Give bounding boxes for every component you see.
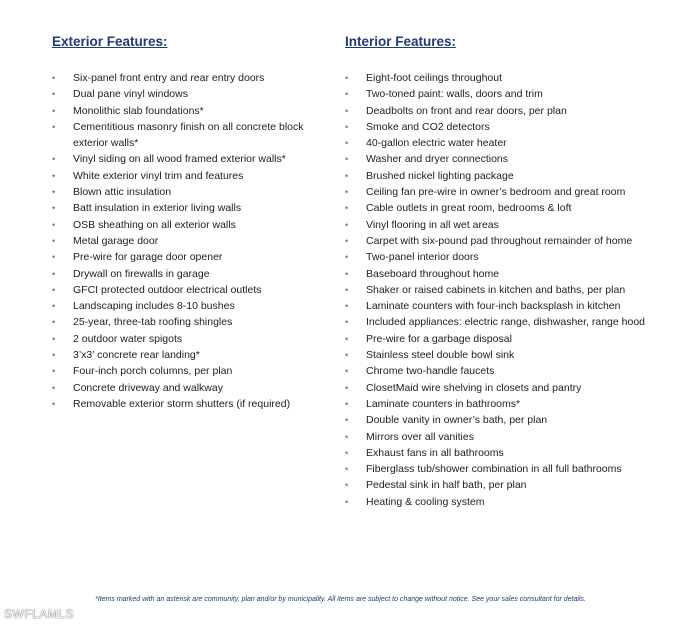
feature-text: Pre-wire for a garbage disposal: [366, 332, 512, 345]
feature-list-item: [345, 347, 645, 363]
bullet-icon: •: [345, 464, 349, 475]
bullet-icon: •: [52, 219, 56, 230]
feature-text: Two-panel interior doors: [366, 251, 479, 264]
feature-list-item: [52, 363, 317, 379]
feature-text: Pedestal sink in half bath, per plan: [366, 479, 527, 492]
feature-list-item: [52, 249, 317, 265]
feature-list-item: [52, 282, 317, 298]
feature-list-item: [52, 168, 317, 184]
bullet-icon: •: [345, 154, 349, 165]
exterior-features-list: [52, 70, 317, 412]
feature-text: Fiberglass tub/shower combination in all full bathrooms: [366, 463, 622, 476]
feature-list-item: [52, 184, 317, 200]
feature-text: Included appliances: electric range, dishwasher, range hood: [366, 316, 646, 329]
feature-text: Heating & cooling system: [366, 495, 485, 508]
feature-list-item: [52, 151, 317, 167]
feature-list-item: [52, 217, 317, 233]
feature-list-item: [345, 103, 645, 119]
feature-text: Removable exterior storm shutters (if required): [73, 397, 291, 410]
feature-text: Metal garage door: [73, 234, 159, 247]
feature-text: Two-toned paint: walls, doors and trim: [366, 88, 543, 101]
exterior-features-column: [52, 32, 317, 412]
feature-text: Stainless steel double bowl sink: [366, 349, 515, 362]
feature-text: 40-gallon electric water heater: [366, 137, 507, 150]
bullet-icon: •: [52, 105, 56, 116]
feature-list-item: [345, 282, 645, 298]
feature-list-item: [52, 200, 317, 216]
feature-text: Pre-wire for garage door opener: [73, 251, 223, 264]
exterior-features-heading: Exterior Features:: [52, 34, 168, 49]
feature-text: Baseboard throughout home: [366, 267, 500, 280]
feature-list-item: [345, 412, 645, 428]
bullet-icon: •: [52, 235, 56, 246]
bullet-icon: •: [345, 350, 349, 361]
feature-text: Laminate counters in bathrooms*: [366, 397, 521, 410]
bullet-icon: •: [52, 333, 56, 344]
feature-list-item: [345, 119, 645, 135]
bullet-icon: •: [345, 333, 349, 344]
feature-list-item: [52, 347, 317, 363]
bullet-icon: •: [345, 366, 349, 377]
bullet-icon: •: [345, 73, 349, 83]
feature-text: OSB sheathing on all exterior walls: [73, 218, 236, 231]
feature-text: Ceiling fan pre-wire in owner’s bedroom and great room: [366, 186, 626, 199]
bullet-icon: •: [345, 447, 349, 458]
bullet-icon: •: [345, 138, 349, 149]
bullet-icon: •: [52, 268, 56, 279]
bullet-icon: •: [345, 105, 349, 116]
feature-list-item: [52, 119, 317, 152]
feature-text: Shaker or raised cabinets in kitchen and baths, per plan: [366, 283, 626, 296]
feature-list-item: [345, 445, 645, 461]
feature-list-item: [52, 266, 317, 282]
feature-text: Cementitious masonry finish on all concrete block exterior walls*: [73, 120, 304, 150]
feature-text: White exterior vinyl trim and features: [73, 169, 244, 182]
bullet-icon: •: [52, 203, 56, 214]
feature-text: Dual pane vinyl windows: [73, 88, 188, 101]
bullet-icon: •: [345, 431, 349, 442]
bullet-icon: •: [345, 284, 349, 295]
feature-list-item: [52, 380, 317, 396]
feature-text: Drywall on firewalls in garage: [73, 267, 210, 280]
feature-list-item: [345, 233, 645, 249]
feature-text: ClosetMaid wire shelving in closets and pantry: [366, 381, 582, 394]
bullet-icon: •: [52, 170, 56, 181]
feature-text: Brushed nickel lighting package: [366, 169, 514, 182]
feature-text: Monolithic slab foundations*: [73, 104, 204, 117]
bullet-icon: •: [345, 121, 349, 132]
bullet-icon: •: [52, 73, 56, 83]
feature-text: Four-inch porch columns, per plan: [73, 365, 233, 378]
feature-list-item: [345, 168, 645, 184]
bullet-icon: •: [345, 203, 349, 214]
feature-text: Chrome two-handle faucets: [366, 365, 495, 378]
bullet-icon: •: [345, 317, 349, 328]
feature-text: 3’x3’ concrete rear landing*: [73, 349, 200, 362]
feature-list-item: [345, 461, 645, 477]
bullet-icon: •: [345, 496, 349, 507]
feature-text: 2 outdoor water spigots: [73, 332, 183, 345]
interior-features-heading: Interior Features:: [345, 34, 457, 49]
bullet-icon: •: [345, 235, 349, 246]
feature-list-item: [52, 86, 317, 102]
feature-list-item: [52, 233, 317, 249]
bullet-icon: •: [52, 89, 56, 100]
feature-list-item: [345, 135, 645, 151]
bullet-icon: •: [52, 301, 56, 312]
feature-list-item: [345, 266, 645, 282]
bullet-icon: •: [52, 284, 56, 295]
bullet-icon: •: [345, 382, 349, 393]
feature-list-item: [345, 86, 645, 102]
feature-list-item: [52, 396, 317, 412]
bullet-icon: •: [345, 301, 349, 312]
feature-text: Deadbolts on front and rear doors, per plan: [366, 104, 567, 117]
feature-text: Mirrors over all vanities: [366, 430, 474, 443]
bullet-icon: •: [345, 398, 349, 409]
bullet-icon: •: [345, 480, 349, 491]
feature-list-item: [52, 103, 317, 119]
feature-list-item: [52, 298, 317, 314]
feature-text: Washer and dryer connections: [366, 153, 509, 166]
feature-list-item: [345, 331, 645, 347]
feature-list-item: [345, 200, 645, 216]
feature-list-item: [345, 380, 645, 396]
feature-text: Vinyl siding on all wood framed exterior walls*: [73, 153, 286, 166]
bullet-icon: •: [52, 187, 56, 198]
feature-list-item: [52, 314, 317, 330]
feature-text: Exhaust fans in all bathrooms: [366, 446, 504, 459]
feature-list-item: [345, 494, 645, 510]
feature-list-item: [345, 396, 645, 412]
bullet-icon: •: [52, 382, 56, 393]
feature-text: Concrete driveway and walkway: [73, 381, 223, 394]
feature-list-item: [52, 70, 317, 86]
bullet-icon: •: [52, 350, 56, 361]
feature-text: Smoke and CO2 detectors: [366, 120, 490, 133]
watermark: SWFLAMLS: [4, 607, 75, 621]
feature-text: GFCI protected outdoor electrical outlets: [73, 283, 262, 296]
feature-text: Carpet with six-pound pad throughout remainder of home: [366, 234, 633, 247]
feature-text: Vinyl flooring in all wet areas: [366, 218, 499, 231]
interior-features-column: [345, 32, 645, 510]
interior-features-list: [345, 70, 645, 510]
feature-list-item: [345, 314, 645, 330]
feature-list-item: [345, 477, 645, 493]
feature-text: Eight-foot ceilings throughout: [366, 72, 503, 84]
bullet-icon: •: [52, 317, 56, 328]
bullet-icon: •: [52, 252, 56, 263]
bullet-icon: •: [345, 268, 349, 279]
bullet-icon: •: [345, 170, 349, 181]
feature-list-item: [345, 429, 645, 445]
feature-list-item: [345, 298, 645, 314]
bullet-icon: •: [52, 154, 56, 165]
feature-text: Double vanity in owner’s bath, per plan: [366, 414, 548, 427]
feature-text: Blown attic insulation: [73, 186, 172, 199]
feature-list-item: [345, 70, 645, 86]
feature-list-item: [52, 331, 317, 347]
feature-list-item: [345, 151, 645, 167]
feature-list-item: [345, 363, 645, 379]
feature-list-item: [345, 249, 645, 265]
bullet-icon: •: [345, 187, 349, 198]
bullet-icon: •: [345, 252, 349, 263]
feature-text: 25-year, three-tab roofing shingles: [73, 316, 233, 329]
bullet-icon: •: [345, 415, 349, 426]
feature-text: Cable outlets in great room, bedrooms & loft: [366, 202, 572, 215]
feature-text: Six-panel front entry and rear entry doors: [73, 72, 265, 84]
bullet-icon: •: [345, 89, 349, 100]
footnote: *Items marked with an asterisk are community, plan and/or by municipality. All items are subject to change without notice. See your sales consultant for details.: [95, 596, 586, 603]
bullet-icon: •: [345, 219, 349, 230]
bullet-icon: •: [52, 366, 56, 377]
feature-list-item: [345, 217, 645, 233]
feature-list-item: [345, 184, 645, 200]
feature-text: Landscaping includes 8-10 bushes: [73, 300, 235, 313]
feature-text: Laminate counters with four-inch backsplash in kitchen: [366, 300, 621, 313]
bullet-icon: •: [52, 398, 56, 409]
bullet-icon: •: [52, 121, 56, 132]
feature-text: Batt insulation in exterior living walls: [73, 202, 242, 215]
